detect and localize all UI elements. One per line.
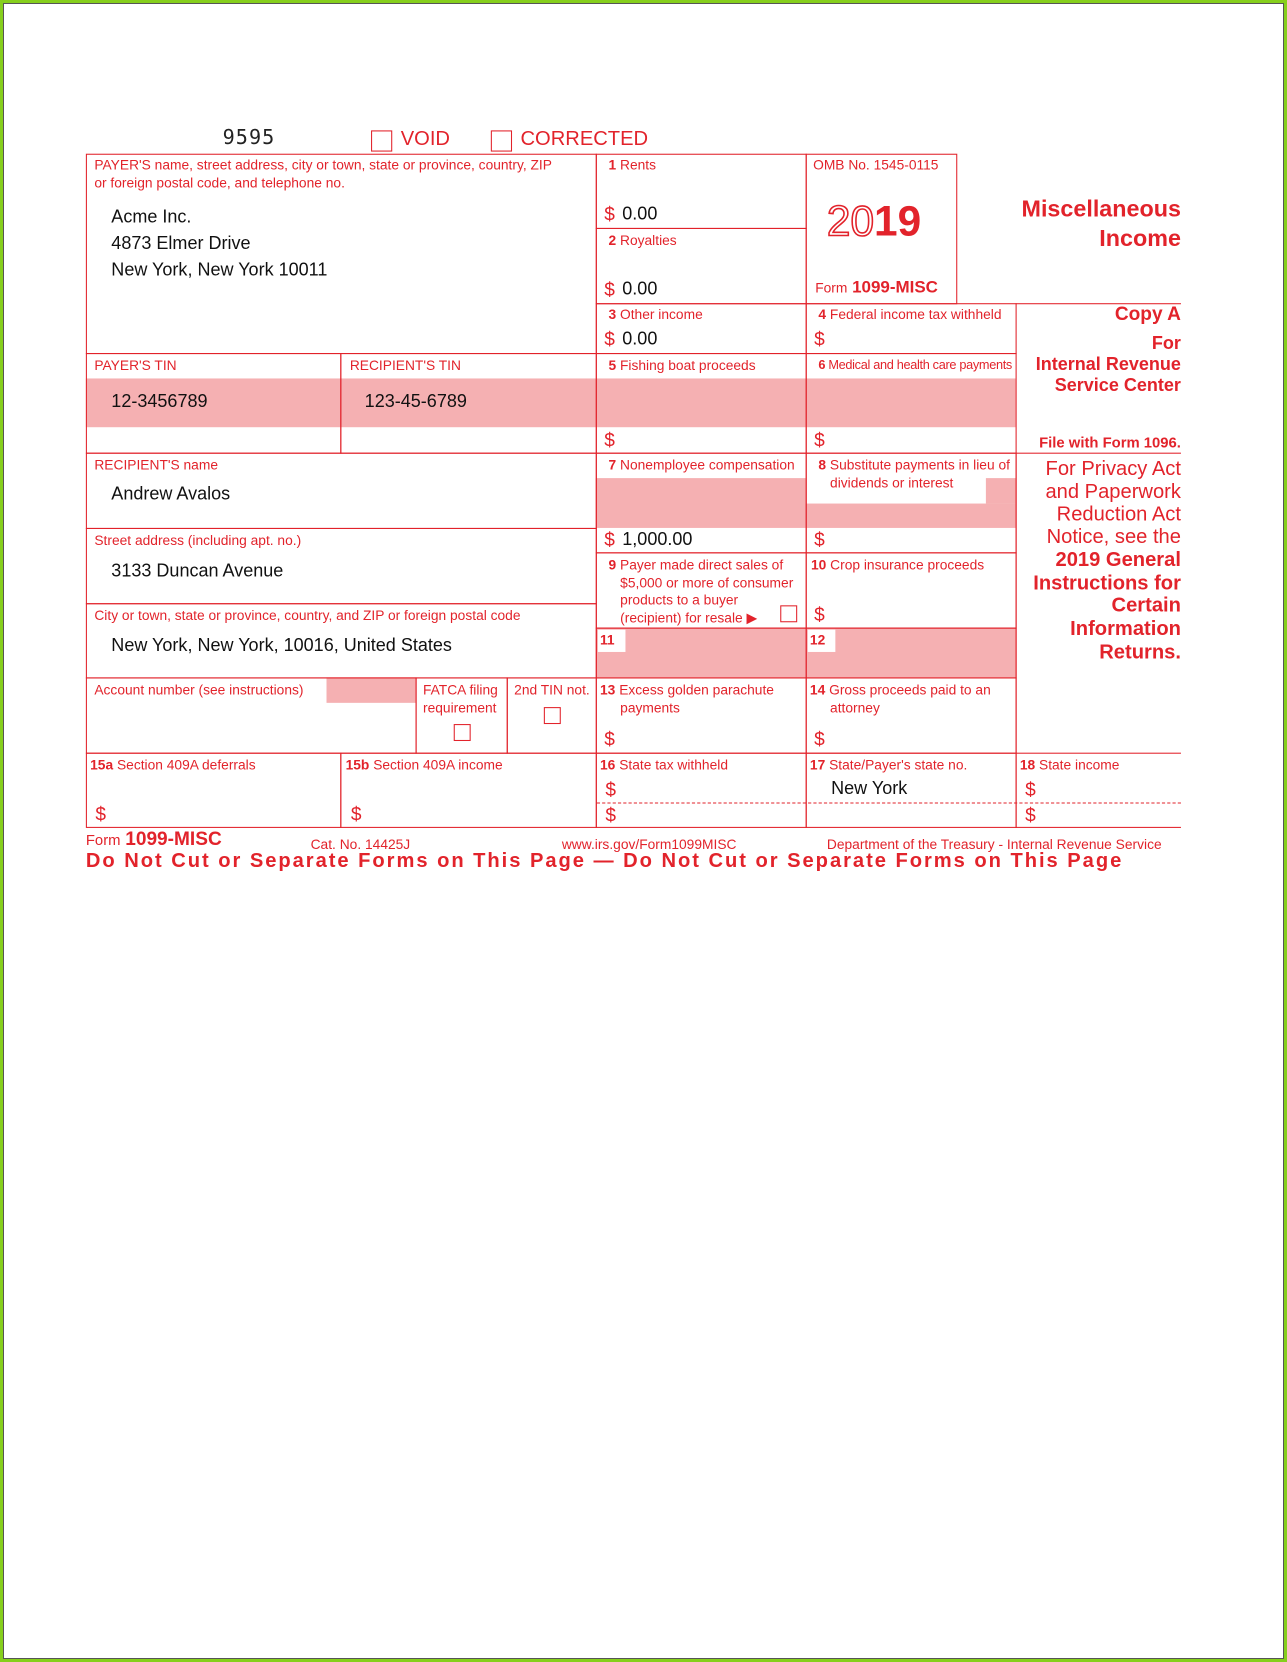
- payer-label: PAYER'S name, street address, city or town, state or province, country, ZIP: [94, 156, 552, 173]
- file-with-1096: File with Form 1096.: [1039, 433, 1181, 451]
- title-line-2: Income: [1099, 224, 1181, 252]
- payer-city: New York, New York 10011: [111, 259, 328, 280]
- privacy-8[interactable]: Information: [1070, 618, 1181, 641]
- box16-dollar-2: $: [605, 804, 616, 826]
- box7-dollar: $: [604, 528, 615, 551]
- box14-dollar: $: [814, 728, 825, 750]
- box5-dollar: $: [604, 429, 615, 451]
- box14-label-2: attorney: [830, 699, 880, 716]
- street-label: Street address (including apt. no.): [94, 532, 302, 549]
- privacy-1: For Privacy Act: [1045, 457, 1181, 481]
- privacy-9[interactable]: Returns.: [1099, 641, 1181, 664]
- box13-label: 13 Excess golden parachute: [600, 681, 774, 698]
- box-11: [596, 628, 807, 679]
- copy-for: For: [1151, 332, 1181, 354]
- box2-value: 0.00: [622, 278, 658, 299]
- fatca-label-2: requirement: [422, 699, 497, 716]
- box13-label-2: payments: [620, 699, 680, 716]
- box1-value: 0.00: [622, 203, 658, 224]
- fatca-label-1: FATCA filing: [422, 681, 498, 698]
- box3-label: 3 Other income: [608, 306, 703, 323]
- box3-dollar: $: [604, 328, 615, 350]
- city-label: City or town, state or province, country, and ZIP or foreign postal code: [94, 607, 521, 624]
- box15a-dollar: $: [95, 803, 107, 825]
- copy-a-label: Copy A: [1114, 303, 1181, 325]
- do-not-cut-warning: Do Not Cut or Separate Forms on This Page — Do Not Cut or Separate Forms on This Page: [85, 850, 1124, 873]
- state-dashed-divider: [597, 802, 1181, 803]
- box16-label: 16 State tax withheld: [600, 756, 728, 773]
- footer-dept: Department of the Treasury - Internal Revenue Service: [826, 836, 1162, 853]
- box14-label: 14 Gross proceeds paid to an: [809, 681, 991, 698]
- omb-number: OMB No. 1545-0115: [813, 156, 939, 173]
- box11-label: 11: [600, 631, 615, 648]
- box8-label-2: dividends or interest: [830, 474, 954, 491]
- footer-cat-no: Cat. No. 14425J: [310, 836, 411, 853]
- street-value: 3133 Duncan Avenue: [111, 560, 284, 581]
- box2-dollar: $: [604, 278, 615, 301]
- tax-year: 2019: [826, 198, 922, 245]
- box10-dollar: $: [814, 604, 825, 626]
- corrected-label: CORRECTED: [520, 128, 649, 151]
- corrected-checkbox[interactable]: [491, 130, 512, 151]
- box4-dollar: $: [814, 328, 825, 350]
- box2-label: 2 Royalties: [608, 232, 677, 249]
- form-id: 9595: [222, 126, 276, 150]
- payer-tin-label: PAYER'S TIN: [94, 357, 177, 374]
- box15b-dollar: $: [350, 803, 362, 825]
- box8-dollar: $: [814, 528, 825, 551]
- box8-label: 8 Substitute payments in lieu of: [818, 456, 1010, 473]
- box12-label: 12: [809, 631, 826, 648]
- box13-dollar: $: [604, 728, 615, 750]
- privacy-7[interactable]: Certain: [1111, 594, 1181, 617]
- box9-label-4: (recipient) for resale ▶: [620, 609, 758, 626]
- box5-label: 5 Fishing boat proceeds: [608, 357, 756, 374]
- box15a-label: 15a Section 409A deferrals: [90, 756, 256, 773]
- box17-label: 17 State/Payer's state no.: [809, 756, 968, 773]
- box18-dollar-1: $: [1025, 779, 1036, 801]
- second-tin-label: 2nd TIN not.: [514, 681, 590, 698]
- privacy-6[interactable]: Instructions for: [1033, 572, 1181, 595]
- box3-value: 0.00: [622, 328, 658, 349]
- recipient-name-label: RECIPIENT'S name: [94, 456, 218, 473]
- footer-form-name: Form 1099-MISC: [85, 827, 222, 850]
- box9-checkbox[interactable]: [780, 605, 797, 622]
- box10-label: 10 Crop insurance proceeds: [810, 556, 985, 573]
- omb-form-name: Form 1099-MISC: [815, 278, 938, 297]
- recipient-name-value: Andrew Avalos: [111, 483, 231, 504]
- privacy-4: Notice, see the: [1046, 525, 1181, 549]
- box17-value: New York: [831, 778, 908, 799]
- recipient-tin-value: 123-45-6789: [364, 391, 467, 412]
- box7-value: 1,000.00: [622, 528, 693, 550]
- city-value: New York, New York, 10016, United States: [111, 634, 452, 656]
- void-label: VOID: [400, 128, 450, 151]
- privacy-2: and Paperwork: [1045, 481, 1181, 504]
- privacy-5[interactable]: 2019 General: [1055, 549, 1181, 572]
- box16-dollar-1: $: [605, 779, 616, 801]
- privacy-3: Reduction Act: [1056, 503, 1181, 526]
- box4-label: 4 Federal income tax withheld: [818, 306, 1002, 323]
- box6-dollar: $: [814, 429, 825, 451]
- box9-label: 9 Payer made direct sales of: [608, 556, 784, 573]
- box1-dollar: $: [604, 203, 615, 225]
- box18-dollar-2: $: [1025, 804, 1036, 826]
- second-tin-checkbox[interactable]: [544, 707, 561, 724]
- box9-label-3: products to a buyer: [620, 591, 739, 608]
- recipient-tin-label: RECIPIENT'S TIN: [349, 357, 461, 374]
- box18-label: 18 State income: [1019, 756, 1120, 773]
- box-12: [806, 628, 1017, 679]
- payer-name: Acme Inc.: [111, 206, 192, 227]
- void-checkbox[interactable]: [371, 130, 392, 151]
- box1-label: 1 Rents: [608, 156, 657, 173]
- title-line-1: Miscellaneous: [1021, 195, 1181, 222]
- footer-url[interactable]: www.irs.gov/Form1099MISC: [561, 836, 737, 853]
- payer-label-2: or foreign postal code, and telephone no.: [94, 174, 345, 191]
- fatca-checkbox[interactable]: [454, 724, 471, 741]
- box6-label: 6 Medical and health care payments: [818, 357, 1012, 373]
- payer-tin-value: 12-3456789: [111, 391, 208, 412]
- copy-irs-2: Service Center: [1054, 375, 1181, 396]
- box9-label-2: $5,000 or more of consumer: [620, 574, 794, 591]
- box15b-label: 15b Section 409A income: [345, 756, 503, 773]
- payer-street: 4873 Elmer Drive: [111, 233, 251, 254]
- account-label: Account number (see instructions): [94, 681, 304, 698]
- copy-irs-1: Internal Revenue: [1035, 354, 1181, 375]
- box7-label: 7 Nonemployee compensation: [608, 456, 795, 473]
